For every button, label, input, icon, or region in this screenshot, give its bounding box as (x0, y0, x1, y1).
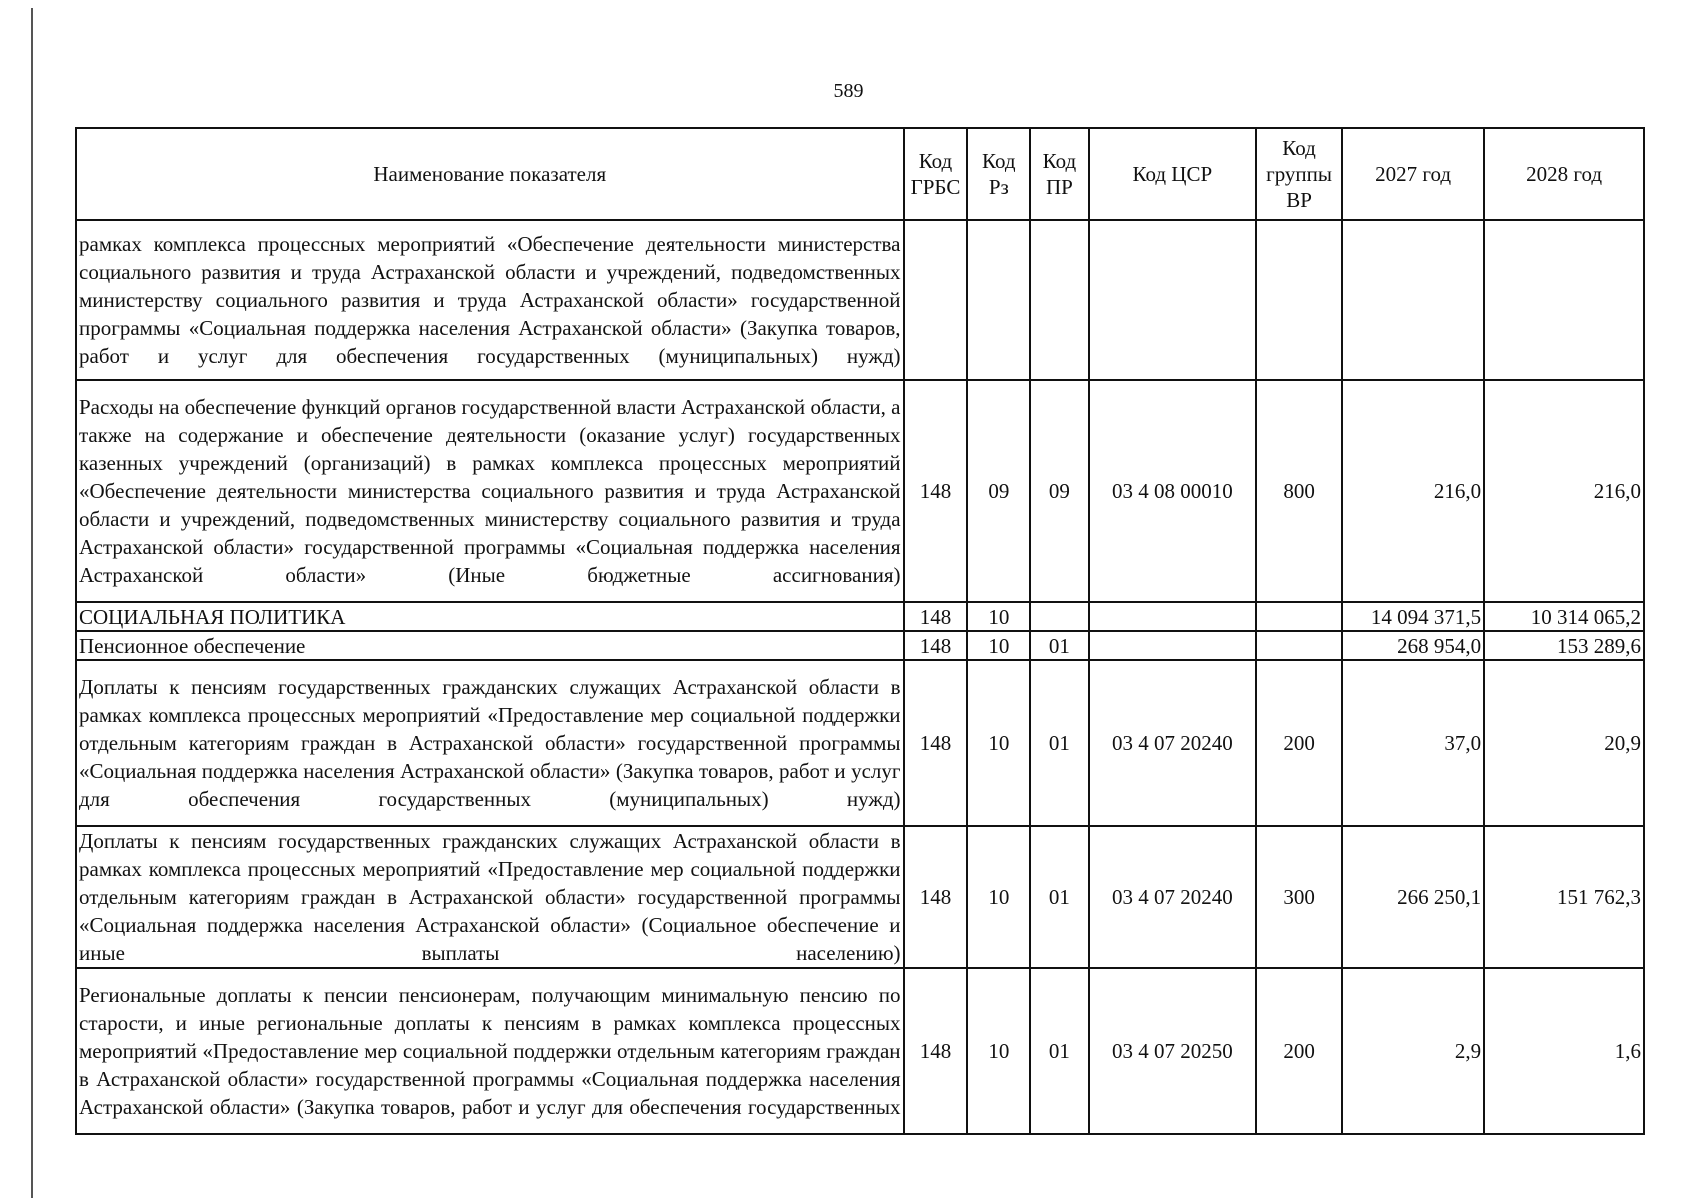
col-header-name: Наименование показателя (76, 128, 904, 220)
row-csr (1089, 631, 1256, 660)
row-2028: 20,9 (1484, 660, 1644, 826)
col-header-grbs: Код ГРБС (904, 128, 968, 220)
row-csr (1089, 220, 1256, 380)
row-grbs: 148 (904, 602, 968, 631)
row-name: Региональные доплаты к пенсии пенсионерам, получающим минимальную пенсию по старости, и иные региональные доплаты к пенсиям в рамках комплекса процессных мероприятий «Предоставление мер социальной поддержки отдельным категориям граждан в Астраханской области» государственной программы «Социальная поддержка населения Астраханской области» (Закупка товаров, работ и услуг для обеспечения государственных (76, 968, 904, 1134)
row-2028: 1,6 (1484, 968, 1644, 1134)
table-row (76, 826, 1644, 968)
row-vr (1256, 631, 1342, 660)
row-vr: 800 (1256, 380, 1342, 602)
col-header-2027: 2027 год (1342, 128, 1484, 220)
row-pr: 01 (1030, 968, 1088, 1134)
col-header-csr: Код ЦСР (1089, 128, 1256, 220)
row-2027: 14 094 371,5 (1342, 602, 1484, 631)
row-csr: 03 4 07 20250 (1089, 968, 1256, 1134)
row-vr (1256, 220, 1342, 380)
table-row (76, 220, 1644, 380)
row-2028 (1484, 220, 1644, 380)
row-name: Доплаты к пенсиям государственных гражданских служащих Астраханской области в рамках комплекса процессных мероприятий «Предоставление мер социальной поддержки отдельным категориям граждан в Астраханской области» государственной программы «Социальная поддержка населения Астраханской области» (Закупка товаров, работ и услуг для обеспечения государственных (муниципальных) нужд) (76, 660, 904, 826)
row-name: рамках комплекса процессных мероприятий «Обеспечение деятельности министерства социального развития и труда Астраханской области и учреждений, подведомственных министерству социального развития и труда Астраханской области» государственной программы «Социальная поддержка населения Астраханской области» (Закупка товаров, работ и услуг для обеспечения государственных (муниципальных) нужд) (76, 220, 904, 380)
row-2027: 268 954,0 (1342, 631, 1484, 660)
row-2028: 10 314 065,2 (1484, 602, 1644, 631)
row-2027: 2,9 (1342, 968, 1484, 1134)
row-grbs: 148 (904, 826, 968, 968)
row-2027: 37,0 (1342, 660, 1484, 826)
row-pr (1030, 602, 1088, 631)
page-margin-line (31, 8, 33, 1198)
row-csr (1089, 602, 1256, 631)
row-name: СОЦИАЛЬНАЯ ПОЛИТИКА (76, 602, 904, 631)
page-number: 589 (833, 80, 864, 102)
row-rz: 10 (967, 826, 1030, 968)
row-vr: 300 (1256, 826, 1342, 968)
row-grbs: 148 (904, 968, 968, 1134)
row-rz: 10 (967, 660, 1030, 826)
row-name: Пенсионное обеспечение (76, 631, 904, 660)
row-pr: 01 (1030, 631, 1088, 660)
row-pr: 01 (1030, 826, 1088, 968)
row-2028: 153 289,6 (1484, 631, 1644, 660)
row-vr (1256, 602, 1342, 631)
row-grbs (904, 220, 968, 380)
row-rz: 09 (967, 380, 1030, 602)
table-row (76, 602, 1644, 631)
row-rz: 10 (967, 968, 1030, 1134)
row-rz: 10 (967, 602, 1030, 631)
row-rz (967, 220, 1030, 380)
row-grbs: 148 (904, 380, 968, 602)
row-name: Расходы на обеспечение функций органов государственной власти Астраханской области, а также на содержание и обеспечение деятельности (оказание услуг) государственных казенных учреждений (организаций) в рамках комплекса процессных мероприятий «Обеспечение деятельности министерства социального развития и труда Астраханской области и учреждений, подведомственных министерству социального развития и труда Астраханской области» государственной программы «Социальная поддержка населения Астраханской области» (Иные бюджетные ассигнования) (76, 380, 904, 602)
table-row (76, 968, 1644, 1134)
row-2028: 216,0 (1484, 380, 1644, 602)
header-row (76, 128, 1644, 220)
col-header-2028: 2028 год (1484, 128, 1644, 220)
row-grbs: 148 (904, 631, 968, 660)
row-csr: 03 4 07 20240 (1089, 826, 1256, 968)
col-header-vr: Код группы ВР (1256, 128, 1342, 220)
row-csr: 03 4 07 20240 (1089, 660, 1256, 826)
row-vr: 200 (1256, 660, 1342, 826)
table-row (76, 660, 1644, 826)
row-2027: 216,0 (1342, 380, 1484, 602)
table-row (76, 631, 1644, 660)
col-header-rz: Код Рз (967, 128, 1030, 220)
row-csr: 03 4 08 00010 (1089, 380, 1256, 602)
col-header-pr: Код ПР (1030, 128, 1088, 220)
row-grbs: 148 (904, 660, 968, 826)
row-2027 (1342, 220, 1484, 380)
row-name: Доплаты к пенсиям государственных гражданских служащих Астраханской области в рамках комплекса процессных мероприятий «Предоставление мер социальной поддержки отдельным категориям граждан в Астраханской области» государственной программы «Социальная поддержка населения Астраханской области» (Социальное обеспечение и иные выплаты населению) (76, 826, 904, 968)
row-pr: 09 (1030, 380, 1088, 602)
row-2027: 266 250,1 (1342, 826, 1484, 968)
budget-table (75, 127, 1645, 1135)
row-pr: 01 (1030, 660, 1088, 826)
table-row (76, 380, 1644, 602)
row-rz: 10 (967, 631, 1030, 660)
row-pr (1030, 220, 1088, 380)
row-vr: 200 (1256, 968, 1342, 1134)
row-2028: 151 762,3 (1484, 826, 1644, 968)
